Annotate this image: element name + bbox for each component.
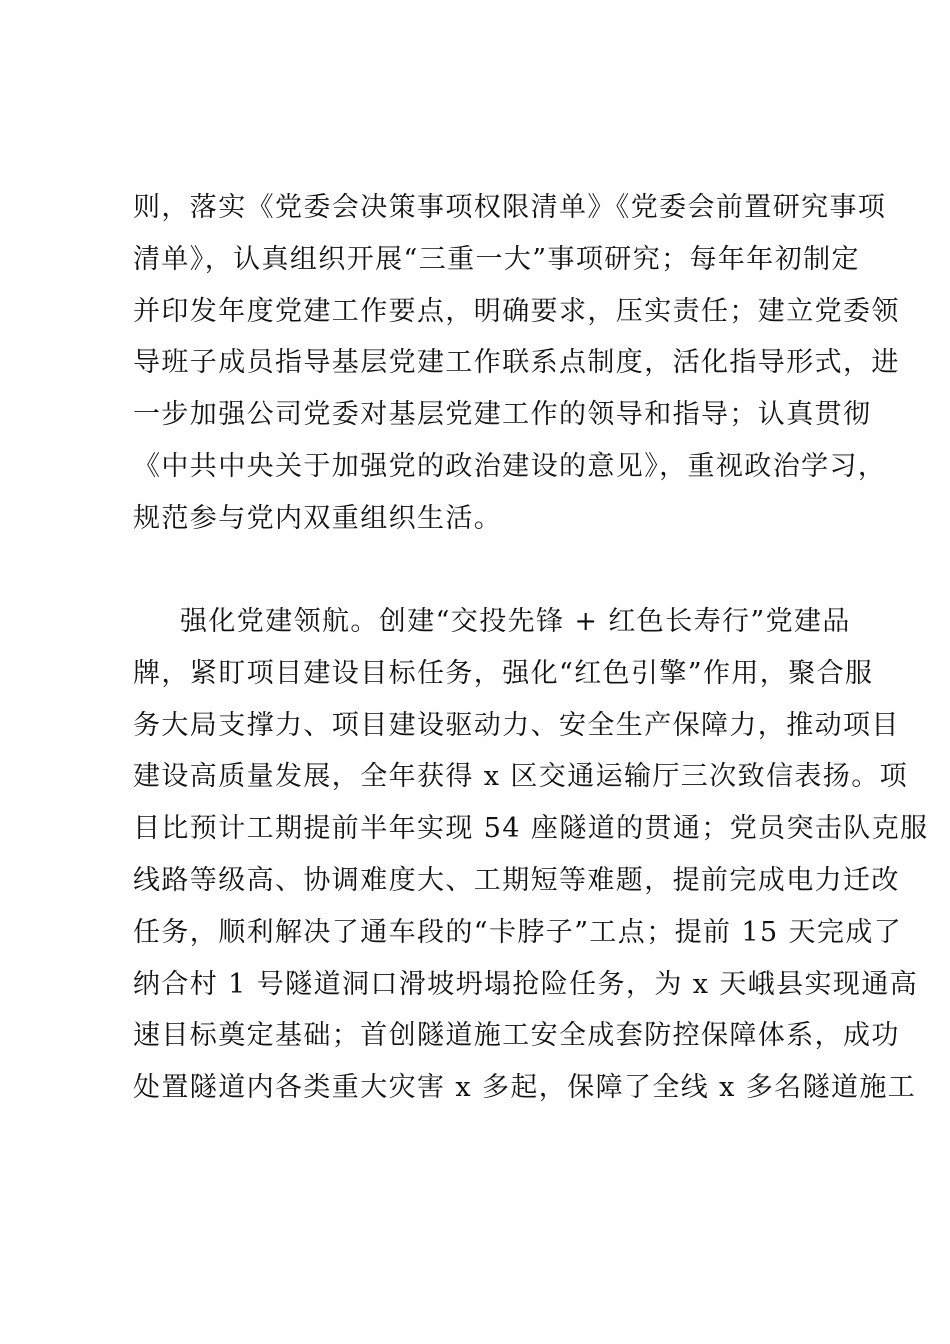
paragraph-line: 务大局支撑力、项目建设驱动力、安全生产保障力，推动项目 [133,709,900,741]
paragraph-line: 强化党建领航。创建“交投先锋 + 红色长寿行”党建品 [180,606,851,637]
paragraph-line: 一步加强公司党委对基层党建工作的领导和指导；认真贯彻 [133,399,872,431]
paragraph-line: 并印发年度党建工作要点，明确要求，压实责任；建立党委领 [133,295,900,327]
paragraph-line: 建设高质量发展，全年获得 x 区交通运输厅三次致信表扬。项 [133,761,908,793]
paragraph-line: 目比预计工期提前半年实现 54 座隧道的贯通；党员突击队克服 [133,813,929,845]
paragraph-line: 《中共中央关于加强党的政治建设的意见》，重视政治学习， [133,450,887,482]
paragraph-line: 导班子成员指导基层党建工作联系点制度，活化指导形式，进 [133,347,900,379]
paragraph-line: 则，落实《党委会决策事项权限清单》《党委会前置研究事项 [133,192,887,223]
paragraph-line: 速目标奠定基础；首创隧道施工安全成套防控保障体系，成功 [133,1020,900,1052]
paragraph-party-leadership-continued [133,182,900,545]
paragraph-strengthen-party-leadership [133,596,929,1114]
paragraph-line: 处置隧道内各类重大灾害 x 多起，保障了全线 x 多名隧道施工 [133,1072,917,1104]
paragraph-line: 规范参与党内双重组织生活。 [133,502,503,534]
paragraph-line: 线路等级高、协调难度大、工期短等难题，提前完成电力迁改 [133,864,900,896]
paragraph-line: 清单》，认真组织开展“三重一大”事项研究；每年年初制定 [133,243,860,275]
paragraph-line: 牌，紧盯项目建设目标任务，强化“红色引擎”作用，聚合服 [133,657,874,689]
paragraph-line: 任务，顺利解决了通车段的“卡脖子”工点；提前 15 天完成了 [133,916,903,948]
paragraph-line: 纳合村 1 号隧道洞口滑坡坍塌抢险任务，为 x 天峨县实现通高 [133,968,919,1000]
